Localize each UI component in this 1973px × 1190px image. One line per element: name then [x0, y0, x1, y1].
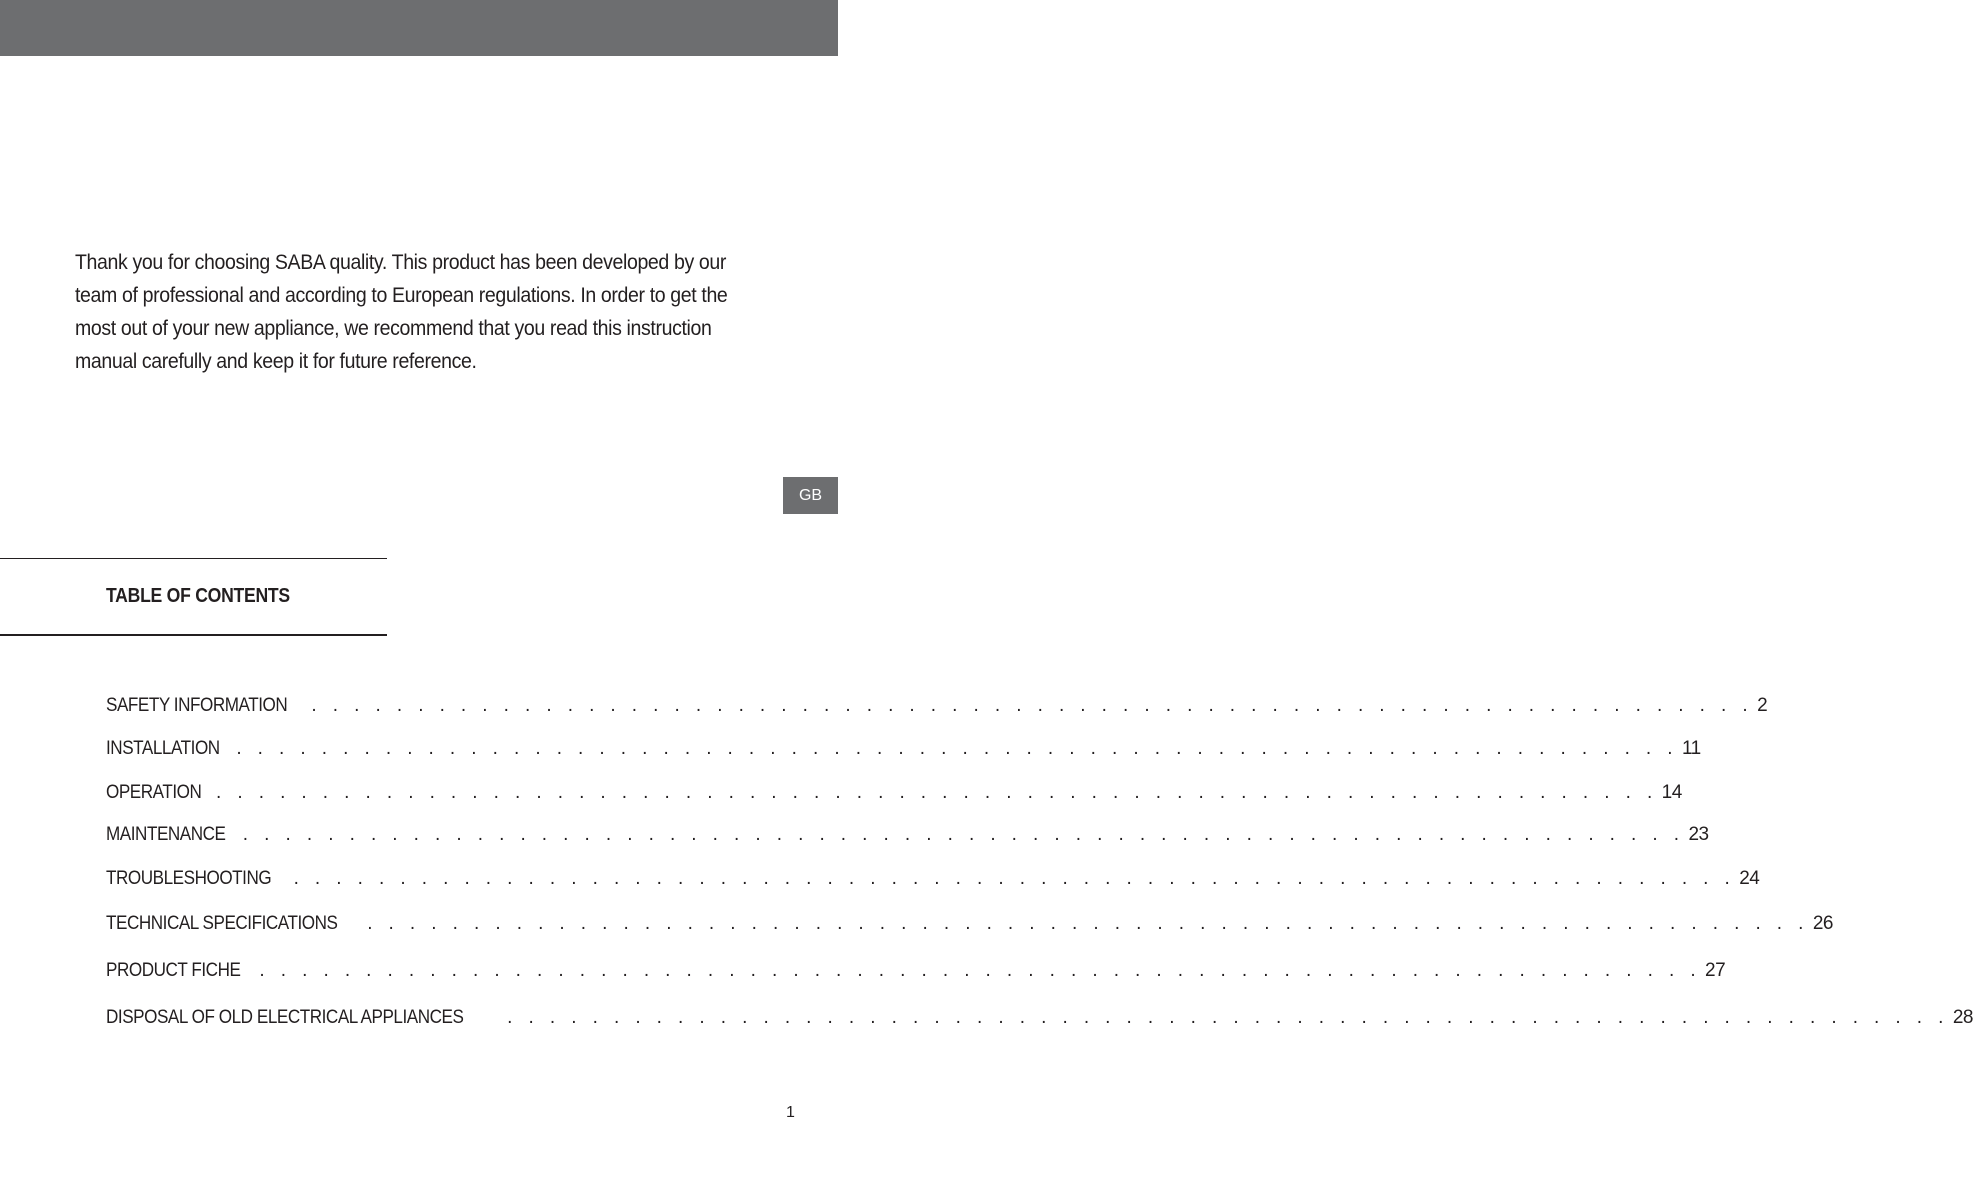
- toc-leader-dots: . . . . . . . . . . . . . . . . . . . . . . . . . . . . . . . . . . . . . . . . . . . . . . . . . . . . . . . . . . . . . . . . . . . .: [367, 913, 1809, 934]
- toc-leader-dots: . . . . . . . . . . . . . . . . . . . . . . . . . . . . . . . . . . . . . . . . . . . . . . . . . . . . . . . . . . . . . . . . . . . .: [293, 868, 1736, 889]
- toc-entry-safety-information[interactable]: [106, 690, 1768, 718]
- toc-entry-maintenance[interactable]: [106, 819, 1709, 847]
- toc-entry-label: TROUBLESHOOTING: [106, 868, 272, 889]
- toc-entry-page: 27: [1705, 960, 1726, 981]
- toc-entry-page: 2: [1757, 695, 1768, 716]
- toc-entry-page: 24: [1739, 868, 1760, 889]
- toc-entry-label: OPERATION: [106, 782, 202, 803]
- page-number: 1: [786, 1104, 795, 1121]
- toc-entry-page: 26: [1812, 913, 1833, 934]
- toc-entry-label: INSTALLATION: [106, 738, 220, 759]
- toc-entry-installation[interactable]: [106, 733, 1701, 761]
- toc-leader-dots: . . . . . . . . . . . . . . . . . . . . . . . . . . . . . . . . . . . . . . . . . . . . . . . . . . . . . . . . . . . . . . . . . . . .: [259, 960, 1702, 981]
- toc-entry-disposal[interactable]: [106, 1002, 1973, 1030]
- toc-top-rule: [0, 558, 387, 559]
- toc-bottom-rule: [0, 634, 387, 636]
- toc-entry-troubleshooting[interactable]: [106, 863, 1760, 891]
- toc-entry-page: 11: [1681, 738, 1701, 759]
- toc-entry-page: 28: [1952, 1007, 1973, 1028]
- toc-leader-dots: . . . . . . . . . . . . . . . . . . . . . . . . . . . . . . . . . . . . . . . . . . . . . . . . . . . . . . . . . . . . . . . . . . . .: [507, 1007, 1949, 1028]
- toc-leader-dots: . . . . . . . . . . . . . . . . . . . . . . . . . . . . . . . . . . . . . . . . . . . . . . . . . . . . . . . . . . . . . . . . . . . .: [216, 782, 1658, 803]
- toc-entry-product-fiche[interactable]: [106, 955, 1726, 983]
- toc-entry-label: MAINTENANCE: [106, 824, 226, 845]
- toc-entry-technical-specifications[interactable]: [106, 908, 1833, 936]
- toc-leader-dots: . . . . . . . . . . . . . . . . . . . . . . . . . . . . . . . . . . . . . . . . . . . . . . . . . . . . . . . . . . . . . . . . . . . .: [311, 695, 1754, 716]
- toc-entry-label: PRODUCT FICHE: [106, 960, 241, 981]
- toc-leader-dots: . . . . . . . . . . . . . . . . . . . . . . . . . . . . . . . . . . . . . . . . . . . . . . . . . . . . . . . . . . . . . . . . . . . .: [242, 824, 1685, 845]
- toc-entry-operation[interactable]: [106, 777, 1682, 805]
- language-tab: GB: [783, 477, 838, 514]
- toc-entry-label: TECHNICAL SPECIFICATIONS: [106, 913, 338, 934]
- header-bar: [0, 0, 838, 56]
- toc-title: TABLE OF CONTENTS: [106, 585, 290, 607]
- intro-paragraph: [75, 246, 726, 378]
- toc-entry-page: 23: [1688, 824, 1709, 845]
- toc-entry-label: SAFETY INFORMATION: [106, 695, 288, 716]
- intro-line: manual carefully and keep it for future reference.: [75, 350, 477, 373]
- toc-leader-dots: . . . . . . . . . . . . . . . . . . . . . . . . . . . . . . . . . . . . . . . . . . . . . . . . . . . . . . . . . . . . . . . . . . . .: [236, 738, 1678, 759]
- toc-entry-label: DISPOSAL OF OLD ELECTRICAL APPLIANCES: [106, 1007, 464, 1028]
- intro-line: most out of your new appliance, we recommend that you read this instruction: [75, 317, 712, 340]
- intro-line: team of professional and according to European regulations. In order to get the: [75, 284, 728, 307]
- intro-line: Thank you for choosing SABA quality. This product has been developed by our: [75, 251, 727, 274]
- toc-entry-page: 14: [1661, 782, 1682, 803]
